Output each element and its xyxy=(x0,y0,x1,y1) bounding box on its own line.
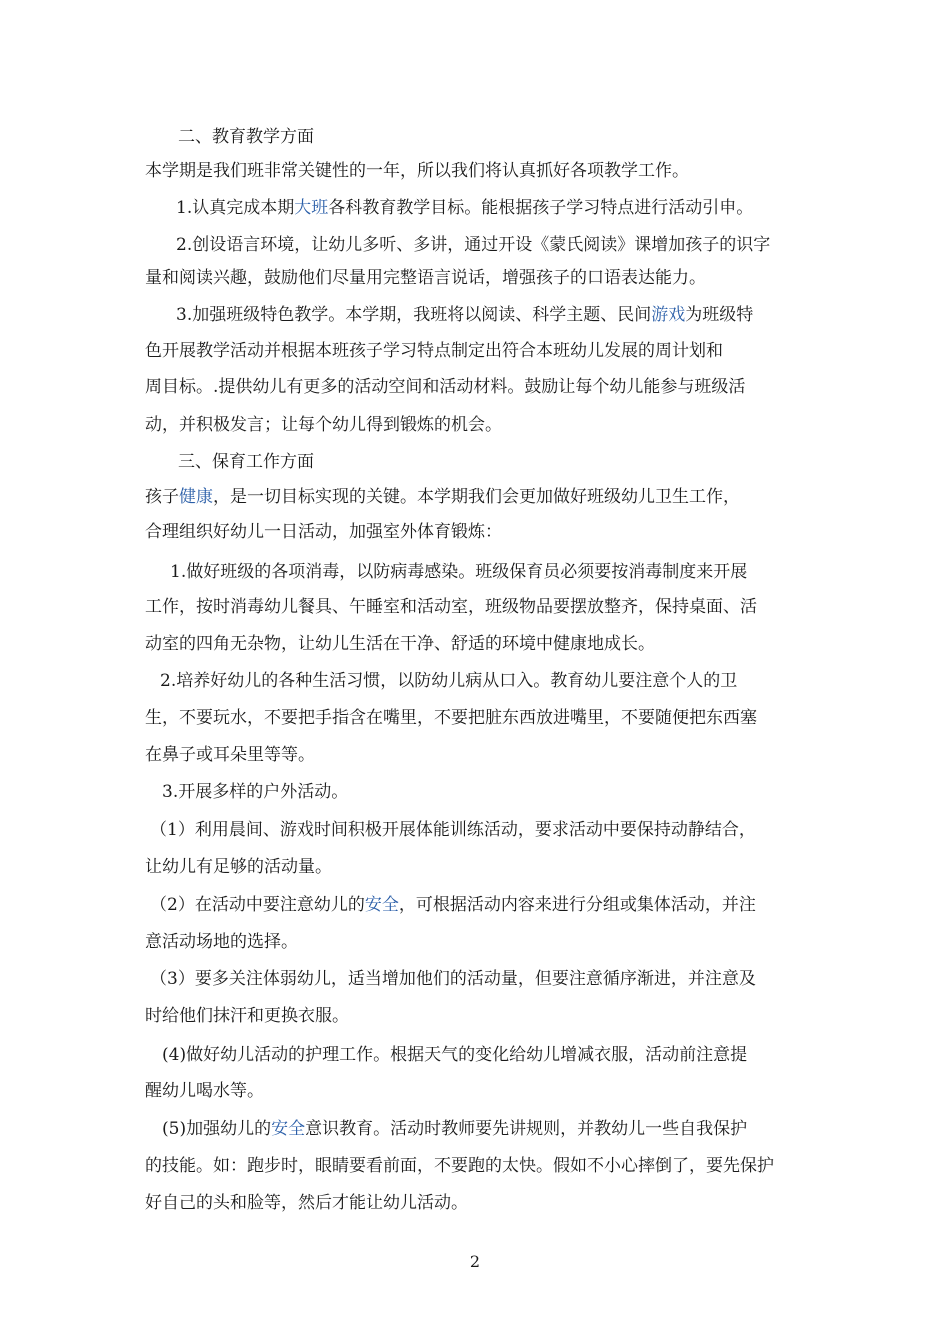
paragraph-line: 周目标。.提供幼儿有更多的活动空间和活动材料。鼓励让每个幼儿能参与班级活 xyxy=(145,377,746,397)
paragraph-line: 动，并积极发言；让每个幼儿得到锻炼的机会。 xyxy=(145,415,502,435)
paragraph-line xyxy=(145,487,740,507)
text-span: ，可根据活动内容来进行分组或集体活动，并注 xyxy=(398,895,756,915)
text-span: 孩子 xyxy=(145,487,179,507)
link-anquan[interactable]: 安全 xyxy=(364,895,399,915)
list-item-line: 好自己的头和脸等，然后才能让幼儿活动。 xyxy=(145,1193,468,1213)
list-item-line: (4)做好幼儿活动的护理工作。根据天气的变化给幼儿增减衣服，活动前注意提 xyxy=(162,1045,748,1065)
section-heading-education: 二、教育教学方面 xyxy=(178,127,314,147)
text-span: （2）在活动中要注意幼儿的 xyxy=(150,895,365,915)
paragraph-line xyxy=(176,305,753,325)
text-span: 意识教育。活动时教师要先讲规则，并教幼儿一些自我保护 xyxy=(305,1119,748,1139)
paragraph-line: 1.做好班级的各项消毒，以防病毒感染。班级保育员必须要按消毒制度来开展 xyxy=(170,562,748,582)
paragraph-line: 3.开展多样的户外活动。 xyxy=(162,782,349,802)
paragraph-line xyxy=(176,198,753,218)
list-item-line xyxy=(150,895,756,915)
list-item-line: 醒幼儿喝水等。 xyxy=(145,1081,264,1101)
paragraph-line: 在鼻子或耳朵里等等。 xyxy=(145,745,315,765)
link-daban[interactable]: 大班 xyxy=(294,198,329,218)
paragraph-line: 合理组织好幼儿一日活动，加强室外体育锻炼： xyxy=(145,522,502,542)
list-item-line: 让幼儿有足够的活动量。 xyxy=(145,857,332,877)
list-item-line: 的技能。如：跑步时，眼睛要看前面，不要跑的太快。假如不小心摔倒了，要先保护 xyxy=(145,1156,774,1176)
paragraph-line: 本学期是我们班非常关键性的一年，所以我们将认真抓好各项教学工作。 xyxy=(145,161,689,181)
paragraph-line: 量和阅读兴趣，鼓励他们尽量用完整语言说话，增强孩子的口语表达能力。 xyxy=(145,268,706,288)
paragraph-line: 动室的四角无杂物，让幼儿生活在干净、舒适的环境中健康地成长。 xyxy=(145,634,655,654)
text-span: (5)加强幼儿的 xyxy=(162,1119,272,1139)
link-youxi[interactable]: 游戏 xyxy=(651,305,686,325)
text-span: 各科教育教学目标。能根据孩子学习特点进行活动引申。 xyxy=(328,198,754,218)
paragraph-line: 2.培养好幼儿的各种生活习惯，以防幼儿病从口入。教育幼儿要注意个人的卫 xyxy=(160,671,738,691)
list-item-line: 时给他们抹汗和更换衣服。 xyxy=(145,1006,349,1026)
list-item-line xyxy=(162,1119,747,1139)
paragraph-line: 生，不要玩水，不要把手指含在嘴里，不要把脏东西放进嘴里，不要随便把东西塞 xyxy=(145,708,757,728)
text-span: 3.加强班级特色教学。本学期，我班将以阅读、科学主题、民间 xyxy=(176,305,652,325)
link-jiankang[interactable]: 健康 xyxy=(179,487,213,507)
list-item-line: （3）要多关注体弱幼儿，适当增加他们的活动量，但要注意循序渐进，并注意及 xyxy=(150,969,756,989)
list-item-line: 意活动场地的选择。 xyxy=(145,932,298,952)
list-item-line: （1）利用晨间、游戏时间积极开展体能训练活动，要求活动中要保持动静结合， xyxy=(150,820,756,840)
paragraph-line: 色开展教学活动并根据本班孩子学习特点制定出符合本班幼儿发展的周计划和 xyxy=(145,341,723,361)
link-anquan-2[interactable]: 安全 xyxy=(271,1119,306,1139)
page-number: 2 xyxy=(469,1252,481,1271)
section-heading-care: 三、保育工作方面 xyxy=(178,452,314,472)
text-span: 为班级特 xyxy=(685,305,754,325)
text-span: ，是一切目标实现的关键。本学期我们会更加做好班级幼儿卫生工作， xyxy=(213,487,740,507)
paragraph-line: 2.创设语言环境，让幼儿多听、多讲，通过开设《蒙氏阅读》课增加孩子的识字 xyxy=(176,235,771,255)
paragraph-line: 工作，按时消毒幼儿餐具、午睡室和活动室，班级物品要摆放整齐，保持桌面、活 xyxy=(145,597,757,617)
text-span: 1.认真完成本期 xyxy=(176,198,295,218)
